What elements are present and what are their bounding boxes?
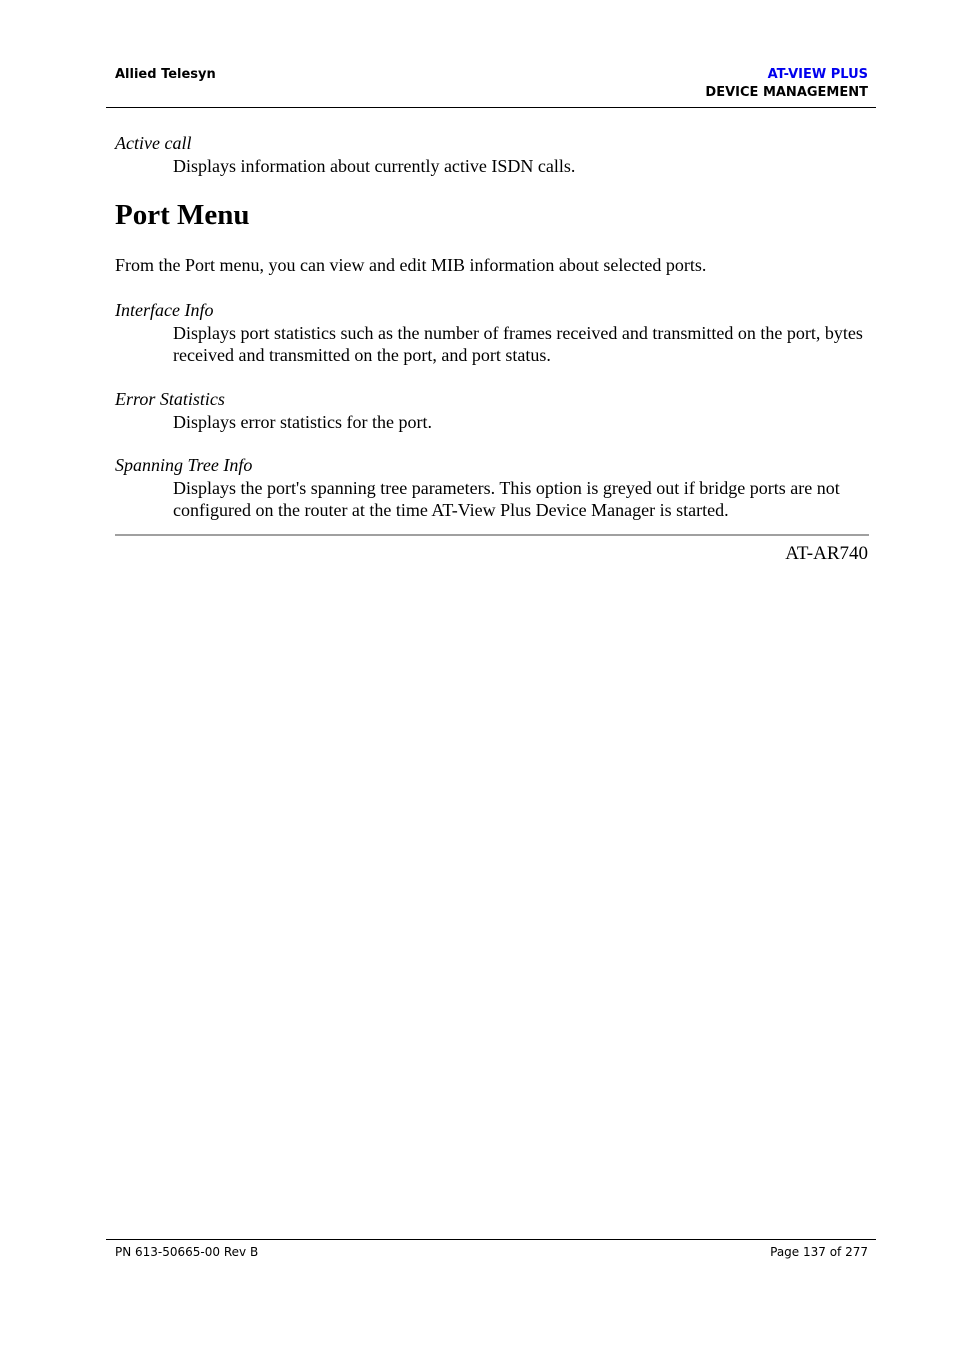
term-error-statistics: Error Statistics	[115, 389, 225, 409]
desc-spanning-tree-info: Displays the port's spanning tree parameters. This option is greyed out if bridge ports are not configured on the router at the time AT-View Plus Device Manager is started.	[173, 478, 840, 520]
header-section: DEVICE MANAGEMENT	[705, 85, 868, 100]
desc-error-statistics: Displays error statistics for the port.	[173, 412, 432, 432]
product-name: AT-VIEW PLUS	[767, 67, 868, 82]
header-divider	[106, 107, 876, 108]
term-active-call: Active call	[115, 133, 192, 153]
company-name: Allied Telesyn	[115, 67, 216, 82]
desc-interface-info: Displays port statistics such as the number of frames received and transmitted on the port, bytes received and transmitted on the port, and port status.	[173, 323, 863, 365]
term-spanning-tree-info: Spanning Tree Info	[115, 455, 253, 475]
content-divider	[115, 534, 869, 536]
part-number: PN 613-50665-00 Rev B	[115, 1245, 259, 1259]
section-title: Port Menu	[115, 199, 250, 231]
model-label: AT-AR740	[785, 543, 868, 564]
intro-paragraph: From the Port menu, you can view and edit MIB information about selected ports.	[115, 255, 707, 275]
footer-divider	[106, 1239, 876, 1240]
desc-active-call: Displays information about currently active ISDN calls.	[173, 156, 576, 176]
page-number: Page 137 of 277	[770, 1245, 868, 1259]
term-interface-info: Interface Info	[115, 300, 214, 320]
